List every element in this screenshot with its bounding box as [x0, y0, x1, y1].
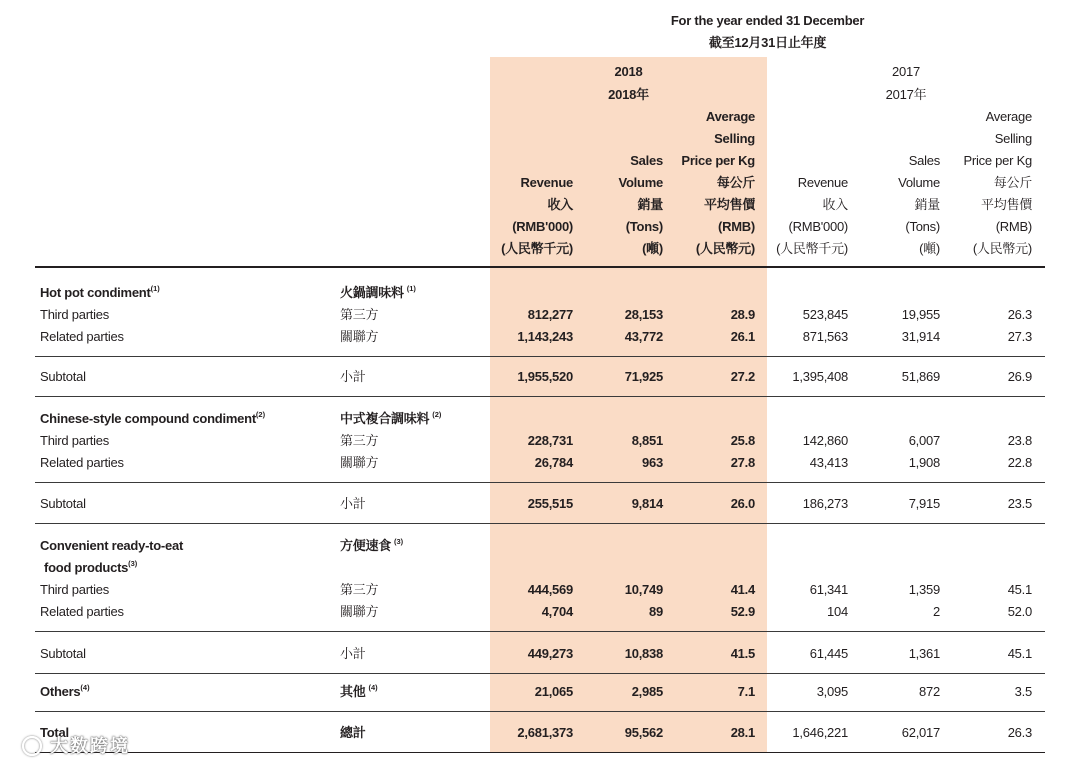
col-header-line: Volume: [618, 175, 663, 190]
watermark-logo-icon: [22, 736, 42, 756]
year-heading-2018: [490, 60, 767, 106]
table-row: [35, 452, 1045, 474]
col-header-line: 平均售價: [703, 197, 755, 212]
asp-2018-cell: 28.9: [730, 307, 755, 322]
volume-2017-cell: 31,914: [901, 329, 940, 344]
revenue-2018-cell: 26,784: [534, 455, 573, 470]
asp-2018-cell: 26.0: [730, 496, 755, 511]
period-title-en: For the year ended 31 December: [670, 13, 865, 28]
footnote-marker: (3): [128, 559, 138, 568]
volume-2018-cell: 28,153: [624, 307, 663, 322]
row-label-text: 其他: [340, 684, 366, 699]
total-group: [35, 712, 1045, 753]
year-heading-2017: [767, 60, 1045, 106]
year-label-en: 2017: [892, 64, 920, 79]
revenue-2017-cell: 1,646,221: [792, 725, 848, 740]
section-title-text: 中式複合調味料: [340, 411, 430, 426]
revenue-2017-cell: 871,563: [802, 329, 848, 344]
subtotal-row: [35, 493, 1045, 515]
total-row: [35, 722, 1045, 744]
table-row: [35, 326, 1045, 348]
subtotal-row: [35, 643, 1045, 665]
revenue-2017-cell: 104: [827, 604, 848, 619]
row-label-zh: 第三方: [340, 582, 379, 597]
col-header-line: 每公斤: [716, 175, 755, 190]
year-label-zh: 2018年: [608, 87, 649, 102]
hot-pot-subtotal-group: [35, 357, 1045, 397]
hot-pot-condiment-group: [35, 268, 1045, 357]
revenue-2017-cell: 61,341: [809, 582, 848, 597]
row-label-zh: 第三方: [340, 433, 379, 448]
row-label-en: Subtotal: [40, 646, 86, 661]
row-label-en: Related parties: [40, 455, 124, 470]
asp-2018-cell: 52.9: [730, 604, 755, 619]
volume-2017-cell: 872: [919, 684, 940, 699]
period-title-zh: 截至12月31日止年度: [708, 35, 827, 50]
col-header-line: Revenue: [520, 175, 573, 190]
section-title-text: 火鍋調味料: [340, 285, 404, 300]
asp-2018-cell: 41.4: [730, 582, 755, 597]
asp-2017-cell: 27.3: [1007, 329, 1032, 344]
volume-2018-cell: 89: [649, 604, 663, 619]
row-label-en: Third parties: [40, 582, 109, 597]
row-label-zh: 第三方: [340, 307, 379, 322]
col-header-line: Sales: [630, 153, 663, 168]
revenue-2018-cell: 812,277: [527, 307, 573, 322]
others-group: [35, 674, 1045, 712]
volume-2018-cell: 10,749: [624, 582, 663, 597]
row-label-zh: 總計: [340, 725, 366, 740]
asp-2018-cell: 26.1: [730, 329, 755, 344]
volume-2018-cell: 963: [642, 455, 663, 470]
col-header-line: (人民幣元): [972, 241, 1032, 256]
asp-2017-cell: 26.9: [1007, 369, 1032, 384]
col-header-line: 平均售價: [980, 197, 1032, 212]
volume-2018-cell: 95,562: [624, 725, 663, 740]
year-headings: [490, 60, 1045, 106]
row-label-zh: [335, 681, 490, 703]
asp-2017-cell: 26.3: [1007, 725, 1032, 740]
others-row: [35, 681, 1045, 703]
revenue-2017-cell: 43,413: [809, 455, 848, 470]
col-header-line: Selling: [994, 131, 1032, 146]
row-label-en: [35, 681, 335, 703]
asp-2018-cell: 27.2: [730, 369, 755, 384]
volume-2018-cell: 9,814: [631, 496, 663, 511]
ready-to-eat-subtotal-group: [35, 632, 1045, 674]
asp-2017-cell: 52.0: [1007, 604, 1032, 619]
footnote-marker: (4): [368, 683, 378, 692]
revenue-2017-cell: 61,445: [809, 646, 848, 661]
volume-2018-cell: 71,925: [624, 369, 663, 384]
revenue-2018-cell: 4,704: [541, 604, 573, 619]
asp-2018-cell: 27.8: [730, 455, 755, 470]
row-label-zh: 關聯方: [340, 329, 379, 344]
revenue-2017-cell: 1,395,408: [792, 369, 848, 384]
asp-2018-cell: 25.8: [730, 433, 755, 448]
row-label-en: Subtotal: [40, 369, 86, 384]
asp-2017-cell: 26.3: [1007, 307, 1032, 322]
section-title-text: food products: [44, 560, 129, 575]
footnote-marker: (1): [406, 284, 416, 293]
year-label-zh: 2017年: [885, 87, 927, 102]
section-header-row: [35, 408, 1045, 430]
column-headers: [490, 106, 1045, 260]
volume-2017-cell: 1,908: [908, 455, 940, 470]
revenue-2018-cell: 444,569: [527, 582, 573, 597]
col-header-line: 收入: [547, 197, 573, 212]
col-header-line: (人民幣千元): [501, 241, 573, 256]
col-header-line: Revenue: [797, 175, 848, 190]
row-label-en: Related parties: [40, 329, 124, 344]
col-header-line: Selling: [714, 131, 755, 146]
col-header-line: Average: [705, 109, 755, 124]
revenue-2018-cell: 1,955,520: [517, 369, 573, 384]
section-title-en: [35, 282, 335, 304]
col-header-line: 銷量: [637, 197, 663, 212]
section-title-text: Chinese-style compound condiment: [40, 411, 256, 426]
section-title-en: [35, 535, 335, 557]
row-label-zh: 小計: [340, 496, 366, 511]
asp-2018-cell: 7.1: [737, 684, 755, 699]
volume-2018-cell: 43,772: [624, 329, 663, 344]
asp-2017-cell: 23.8: [1007, 433, 1032, 448]
col-header-line: Volume: [898, 175, 940, 190]
revenue-2017-cell: 523,845: [802, 307, 848, 322]
volume-2017-cell: 1,361: [908, 646, 940, 661]
section-title-en-continued: [35, 557, 335, 579]
col-header-line: Average: [985, 109, 1032, 124]
col-header-line: Sales: [908, 153, 940, 168]
year-label-en: 2018: [614, 64, 643, 79]
col-header-line: 收入: [822, 197, 848, 212]
footnote-marker: (3): [394, 537, 404, 546]
col-header-2017-revenue: [767, 106, 855, 260]
revenue-2017-cell: 142,860: [802, 433, 848, 448]
col-header-2017-sales-volume: [855, 106, 947, 260]
section-title-text: 方便速食: [340, 538, 392, 553]
revenue-2018-cell: 255,515: [527, 496, 573, 511]
asp-2017-cell: 22.8: [1007, 455, 1032, 470]
footnote-marker: (1): [150, 284, 160, 293]
row-label-zh: 關聯方: [340, 455, 379, 470]
section-title-zh: [335, 535, 490, 557]
volume-2018-cell: 10,838: [624, 646, 663, 661]
row-label-en: Total: [40, 725, 69, 740]
col-header-line: Price per Kg: [963, 153, 1032, 168]
col-header-line: (RMB): [995, 219, 1032, 234]
row-label-zh: 小計: [340, 646, 366, 661]
asp-2018-cell: 28.1: [730, 725, 755, 740]
section-header-row: [35, 282, 1045, 304]
compound-condiment-group: [35, 397, 1045, 483]
col-header-line: (噸): [642, 241, 663, 256]
volume-2017-cell: 6,007: [908, 433, 940, 448]
section-title-text: Convenient ready-to-eat: [40, 538, 184, 553]
col-header-line: (Tons): [905, 219, 940, 234]
col-header-line: 每公斤: [993, 175, 1032, 190]
compound-condiment-subtotal-group: [35, 483, 1045, 524]
table-row: [35, 430, 1045, 452]
section-title-zh: [335, 282, 490, 304]
volume-2017-cell: 51,869: [901, 369, 940, 384]
asp-2018-cell: 41.5: [730, 646, 755, 661]
table-row: [35, 601, 1045, 623]
period-title: [490, 10, 1045, 54]
col-header-line: (噸): [919, 241, 940, 256]
volume-2017-cell: 7,915: [908, 496, 940, 511]
asp-2017-cell: 3.5: [1014, 684, 1032, 699]
volume-2018-cell: 8,851: [631, 433, 663, 448]
col-header-line: (人民幣千元): [776, 241, 848, 256]
col-header-line: (人民幣元): [695, 241, 755, 256]
col-header-2018-revenue: [490, 106, 580, 260]
revenue-2017-cell: 186,273: [802, 496, 848, 511]
footnote-marker: (4): [80, 683, 90, 692]
volume-2017-cell: 62,017: [901, 725, 940, 740]
ready-to-eat-group: [35, 524, 1045, 632]
section-title-zh: [335, 408, 490, 430]
watermark: [22, 735, 130, 757]
revenue-2018-cell: 21,065: [534, 684, 573, 699]
col-header-line: (RMB'000): [512, 219, 573, 234]
table-body: [35, 268, 1045, 753]
subtotal-row: [35, 366, 1045, 388]
col-header-line: (RMB): [717, 219, 755, 234]
revenue-2018-cell: 228,731: [527, 433, 573, 448]
row-label-en: Subtotal: [40, 496, 86, 511]
volume-2017-cell: 2: [933, 604, 940, 619]
asp-2017-cell: 23.5: [1007, 496, 1032, 511]
col-header-line: Price per Kg: [681, 153, 755, 168]
revenue-2017-cell: 3,095: [816, 684, 848, 699]
footnote-marker: (2): [255, 410, 266, 419]
section-title-en: [35, 408, 335, 430]
volume-2018-cell: 2,985: [631, 684, 663, 699]
row-label-text: Others: [40, 684, 81, 699]
volume-2017-cell: 1,359: [908, 582, 940, 597]
footnote-marker: (2): [432, 410, 442, 419]
row-label-en: Third parties: [40, 433, 109, 448]
asp-2017-cell: 45.1: [1007, 646, 1032, 661]
watermark-text: 大数跨境: [50, 736, 130, 756]
section-header-row-continued: [35, 557, 1045, 579]
row-label-zh: 關聯方: [340, 604, 379, 619]
col-header-line: (RMB'000): [788, 219, 848, 234]
row-label-zh: 小計: [340, 369, 366, 384]
revenue-2018-cell: 449,273: [527, 646, 573, 661]
revenue-2018-cell: 2,681,373: [517, 725, 573, 740]
row-label-en: Related parties: [40, 604, 124, 619]
col-header-2018-sales-volume: [580, 106, 670, 260]
table-row: [35, 579, 1045, 601]
section-title-text: Hot pot condiment: [40, 285, 151, 300]
col-header-line: 銷量: [914, 197, 940, 212]
col-header-2017-average-selling-price: [947, 106, 1045, 260]
col-header-line: (Tons): [625, 219, 663, 234]
col-header-2018-average-selling-price: [670, 106, 767, 260]
volume-2017-cell: 19,955: [901, 307, 940, 322]
table-row: [35, 304, 1045, 326]
revenue-2018-cell: 1,143,243: [517, 329, 573, 344]
row-label-en: Third parties: [40, 307, 109, 322]
section-header-row: [35, 535, 1045, 557]
asp-2017-cell: 45.1: [1007, 582, 1032, 597]
